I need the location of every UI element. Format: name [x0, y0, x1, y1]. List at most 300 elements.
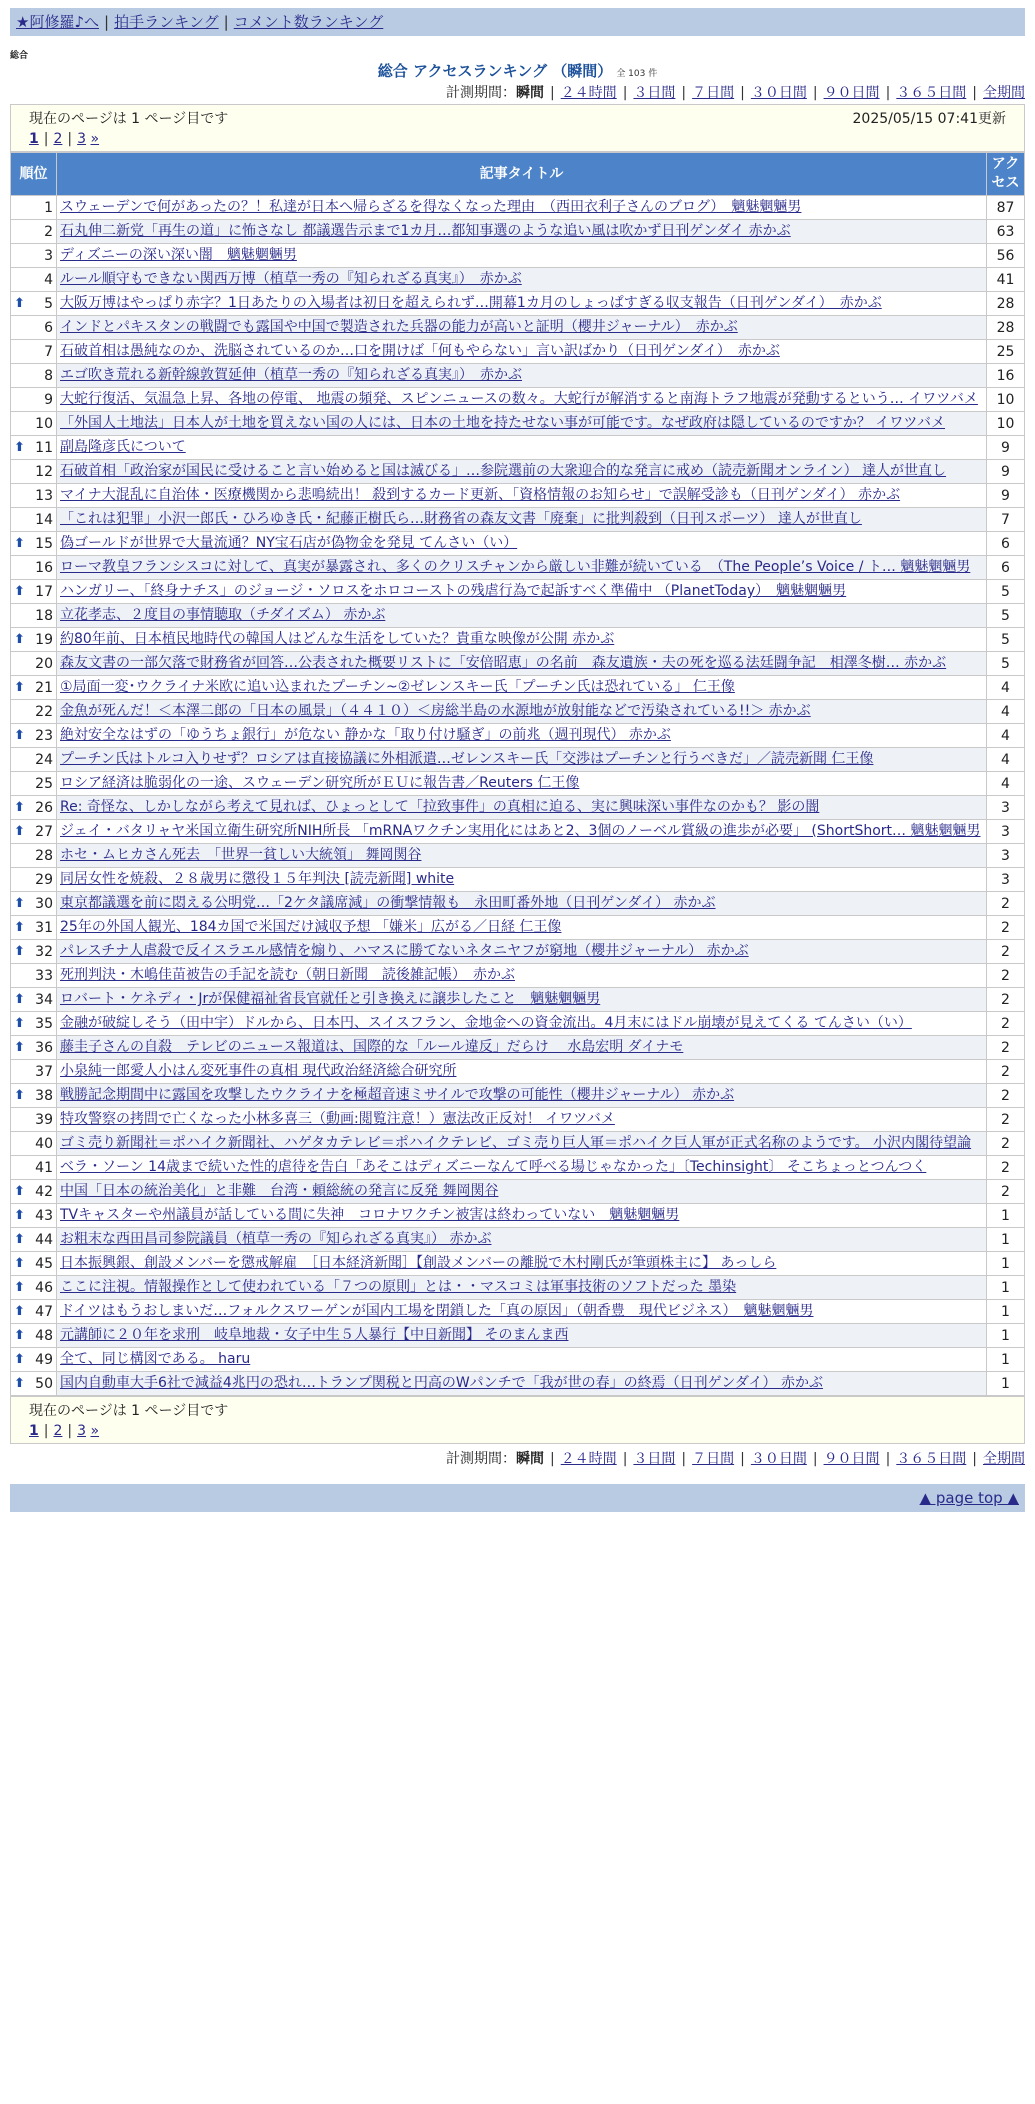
- pager-next-link[interactable]: »: [90, 1423, 100, 1439]
- period-separator: |: [885, 85, 891, 101]
- title-cell: [57, 676, 987, 700]
- title-cell: [57, 1012, 987, 1036]
- access-count: 4: [987, 772, 1025, 796]
- title-cell: [57, 580, 987, 604]
- article-link[interactable]: ディズニーの深い深い闇 魑魅魍魎男: [60, 247, 297, 263]
- up-arrow-icon: ⬆: [14, 535, 25, 551]
- rank-number: 46: [35, 1279, 53, 1296]
- table-row: [11, 700, 1025, 724]
- nav-link-clap-ranking[interactable]: 拍手ランキング: [114, 13, 219, 31]
- period-separator: |: [549, 85, 555, 101]
- pager-page-link[interactable]: 2: [53, 131, 63, 147]
- rank-number: 38: [35, 1087, 53, 1104]
- table-row: [11, 892, 1025, 916]
- rank-cell: [11, 1060, 57, 1084]
- title-cell: [57, 1348, 987, 1372]
- up-arrow-icon: ⬆: [14, 823, 25, 839]
- pager-top: [29, 129, 1006, 149]
- period-option[interactable]: ３日間: [633, 1451, 676, 1467]
- article-link[interactable]: 東京都議選を前に悶える公明党…「2ケタ議席減」の衝撃情報も 永田町番外地（日刊ゲンダイ） 赤かぶ: [60, 895, 716, 911]
- title-cell: [57, 652, 987, 676]
- rank-cell: [11, 1276, 57, 1300]
- period-option[interactable]: ９０日間: [823, 85, 880, 101]
- article-link[interactable]: ハンガリー、「終身ナチス」のジョージ・ソロスをホロコーストの残虐行為で起訴すべく準備中 （PlanetToday） 魑魅魍魎男: [60, 583, 847, 599]
- access-count: 6: [987, 556, 1025, 580]
- table-header-row: [11, 153, 1025, 196]
- rank-cell: [11, 1252, 57, 1276]
- rank-cell: [11, 868, 57, 892]
- access-count: 2: [987, 1060, 1025, 1084]
- table-row: [11, 772, 1025, 796]
- updated-timestamp: 2025/05/15 07:41更新: [852, 111, 1006, 127]
- rank-number: 43: [35, 1207, 53, 1224]
- period-option[interactable]: ３６５日間: [896, 85, 967, 101]
- title-cell: [57, 892, 987, 916]
- period-option[interactable]: ３６５日間: [896, 1451, 967, 1467]
- rank-number: 16: [35, 559, 53, 576]
- rank-cell: [11, 196, 57, 220]
- table-row: [11, 868, 1025, 892]
- nav-separator: |: [104, 13, 110, 31]
- table-row: [11, 1108, 1025, 1132]
- rank-cell: [11, 316, 57, 340]
- table-row: [11, 748, 1025, 772]
- rank-cell: [11, 292, 57, 316]
- table-row: [11, 1276, 1025, 1300]
- category-label: 総合: [10, 51, 29, 61]
- title-cell: [57, 1084, 987, 1108]
- table-row: [11, 316, 1025, 340]
- page-top-link[interactable]: ▲ page top ▲: [919, 1489, 1019, 1507]
- article-link[interactable]: 同居女性を焼殺、２８歳男に懲役１５年判決 [読売新聞] white: [60, 871, 455, 887]
- article-link[interactable]: ドイツはもうおしまいだ…フォルクスワーゲンが国内工場を閉鎖した「真の原因」（朝香豊 現代ビジネス） 魑魅魍魎男: [60, 1303, 814, 1319]
- rank-number: 20: [35, 655, 53, 672]
- article-link[interactable]: 石破首相は愚純なのか、洗脳されているのか…口を開けば「何もやらない」言い訳ばかり（日刊ゲンダイ） 赤かぶ: [60, 343, 780, 359]
- title-cell: [57, 388, 987, 412]
- title-cell: [57, 460, 987, 484]
- table-row: [11, 1012, 1025, 1036]
- access-count: 9: [987, 484, 1025, 508]
- period-option: 瞬間: [515, 1451, 544, 1467]
- table-row: [11, 820, 1025, 844]
- period-separator: |: [740, 1451, 745, 1467]
- title-cell: [57, 1108, 987, 1132]
- up-arrow-icon: ⬆: [14, 439, 25, 455]
- access-count: 28: [987, 292, 1025, 316]
- rank-cell: [11, 844, 57, 868]
- rank-number: 36: [35, 1039, 53, 1056]
- up-arrow-icon: ⬆: [14, 631, 25, 647]
- rank-number: 24: [35, 751, 53, 768]
- article-link[interactable]: TVキャスターや州議員が話している間に失神 コロナワクチン被害は終わっていない 魑魅魍魎男: [60, 1207, 680, 1223]
- rank-cell: [11, 604, 57, 628]
- article-link[interactable]: 「外国人土地法」日本人が土地を買えない国の人には、日本の土地を持たせない事が可能です。なぜ政府は隠しているのですか？ イワツバメ: [60, 415, 946, 431]
- up-arrow-icon: ⬆: [14, 919, 25, 935]
- rank-number: 17: [35, 583, 53, 600]
- article-link[interactable]: ルール順守もできない関西万博（植草一秀の『知られざる真実』） 赤かぶ: [60, 271, 522, 287]
- table-row: [11, 244, 1025, 268]
- up-arrow-icon: ⬆: [14, 1207, 25, 1223]
- rank-cell: [11, 724, 57, 748]
- period-option[interactable]: 全期間: [983, 1451, 1025, 1467]
- article-link[interactable]: 小泉純一郎愛人小はん変死事件の真相 現代政治経済総合研究所: [60, 1063, 457, 1079]
- title-cell: [57, 820, 987, 844]
- title-cell: [57, 1372, 987, 1396]
- access-count: 2: [987, 988, 1025, 1012]
- pager-separator: |: [43, 1423, 49, 1439]
- period-option[interactable]: ３日間: [633, 85, 676, 101]
- table-row: [11, 724, 1025, 748]
- access-count: 56: [987, 244, 1025, 268]
- title-cell: [57, 940, 987, 964]
- article-link[interactable]: 「これは犯罪」小沢一郎氏・ひろゆき氏・紀藤正樹氏ら…財務省の森友文書「廃棄」に批判殺到（日刊スポーツ） 達人が世直し: [60, 511, 862, 527]
- rank-number: 13: [35, 487, 53, 504]
- table-row: [11, 628, 1025, 652]
- access-count: 1: [987, 1348, 1025, 1372]
- article-link[interactable]: ジェイ・バタリャヤ米国立衛生研究所NIH所長 「mRNAワクチン実用化にはあと2、3個のノーベル賞級の進歩が必要」 (ShortShort… 魑魅魍魎男: [60, 823, 981, 839]
- period-option[interactable]: 全期間: [983, 85, 1025, 101]
- rank-number: 22: [35, 703, 53, 720]
- article-link[interactable]: 金魚が死んだ！＜本澤二郎の「日本の風景」（４４１０）＜房総半島の水源地が放射能などで汚染されている!!＞ 赤かぶ: [60, 703, 811, 719]
- up-arrow-icon: ⬆: [14, 1303, 25, 1319]
- rank-number: 21: [35, 679, 53, 696]
- rank-number: 11: [35, 439, 53, 456]
- rank-cell: [11, 1156, 57, 1180]
- rank-number: 12: [35, 463, 53, 480]
- rank-cell: [11, 1204, 57, 1228]
- up-arrow-icon: ⬆: [14, 583, 25, 599]
- access-count: 2: [987, 1012, 1025, 1036]
- pager-separator: |: [67, 131, 73, 147]
- period-separator: |: [812, 85, 818, 101]
- article-link[interactable]: 日本振興銀、創設メンバーを懲戒解雇 ［日本経済新聞］【創設メンバーの離脱で木村剛氏が筆頭株主に】 あっしら: [60, 1255, 777, 1271]
- title-cell: [57, 436, 987, 460]
- title-cell: [57, 484, 987, 508]
- table-row: [11, 1252, 1025, 1276]
- table-row: [11, 1300, 1025, 1324]
- rank-number: 1: [44, 199, 53, 216]
- pager-page-link[interactable]: 2: [53, 1423, 63, 1439]
- title-cell: [57, 628, 987, 652]
- title-cell: [57, 1324, 987, 1348]
- article-link[interactable]: マイナ大混乱に自治体・医療機関から悲鳴続出！ 殺到するカード更新、「資格情報のお知らせ」で誤解受診も（日刊ゲンダイ） 赤かぶ: [60, 487, 901, 503]
- article-link[interactable]: 絶対安全なはずの「ゆうちょ銀行」が危ない 静かな「取り付け騒ぎ」の前兆（週刊現代） 赤かぶ: [60, 727, 671, 743]
- period-option[interactable]: ９０日間: [823, 1451, 880, 1467]
- table-row: [11, 364, 1025, 388]
- article-link[interactable]: 石丸伸二新党「再生の道」に怖さなし 都議選告示まで1カ月…都知事選のような追い風は吹かず日刊ゲンダイ 赤かぶ: [60, 223, 791, 239]
- up-arrow-icon: ⬆: [14, 1087, 25, 1103]
- access-count: 16: [987, 364, 1025, 388]
- access-count: 9: [987, 436, 1025, 460]
- period-separator: |: [681, 1451, 687, 1467]
- rank-number: 9: [44, 391, 53, 408]
- period-nav-top: [10, 82, 1025, 104]
- access-count: 2: [987, 892, 1025, 916]
- table-row: [11, 676, 1025, 700]
- rank-number: 10: [35, 415, 53, 432]
- period-separator: |: [681, 85, 687, 101]
- article-link[interactable]: 副島隆彦氏について: [60, 439, 186, 455]
- article-link[interactable]: エゴ吹き荒れる新幹線敦賀延伸（植草一秀の『知られざる真実』） 赤かぶ: [60, 367, 522, 383]
- up-arrow-icon: ⬆: [14, 679, 25, 695]
- table-row: [11, 964, 1025, 988]
- pager-page-link[interactable]: 1: [29, 1423, 39, 1439]
- rank-cell: [11, 244, 57, 268]
- period-nav-bottom: [10, 1448, 1025, 1470]
- up-arrow-icon: ⬆: [14, 1351, 25, 1367]
- access-count: 1: [987, 1372, 1025, 1396]
- ranking-title: [10, 60, 1025, 82]
- period-separator: |: [885, 1451, 891, 1467]
- pager-page-link[interactable]: 3: [77, 131, 87, 147]
- table-row: [11, 1348, 1025, 1372]
- article-link[interactable]: ここに注視。情報操作として使われている「７つの原則」とは・・マスコミは軍事技術のソフトだった 墨染: [60, 1279, 737, 1295]
- access-count: 2: [987, 1180, 1025, 1204]
- table-row: [11, 484, 1025, 508]
- page-info-bottom: 現在のページは 1 ページ目です: [29, 1403, 229, 1419]
- table-row: [11, 268, 1025, 292]
- rank-number: 50: [35, 1375, 53, 1392]
- access-count: 6: [987, 532, 1025, 556]
- access-count: 1: [987, 1276, 1025, 1300]
- title-cell: [57, 1252, 987, 1276]
- period-option[interactable]: ２４時間: [560, 85, 617, 101]
- period-separator: |: [812, 1451, 818, 1467]
- article-link[interactable]: ゴミ売り新聞社＝ポハイク新聞社、ハゲタカテレビ＝ポハイクテレビ、ゴミ売り巨人軍＝ポハイク巨人軍が正式名称のようです。 小沢内閣待望論: [60, 1135, 972, 1151]
- pager-page-link[interactable]: 1: [29, 131, 39, 147]
- article-link[interactable]: 元講師に２０年を求刑 岐阜地裁・女子中生５人暴行【中日新聞】 そのまんま西: [60, 1327, 569, 1343]
- access-count: 28: [987, 316, 1025, 340]
- nav-link-comment-ranking[interactable]: コメント数ランキング: [233, 13, 384, 31]
- article-link[interactable]: 中国「日本の統治美化」と非難 台湾・頼総統の発言に反発 舞岡関谷: [60, 1183, 499, 1199]
- rank-number: 3: [44, 247, 53, 264]
- rank-cell: [11, 268, 57, 292]
- access-count: 87: [987, 196, 1025, 220]
- access-count: 2: [987, 1108, 1025, 1132]
- table-row: [11, 1084, 1025, 1108]
- rank-cell: [11, 460, 57, 484]
- title-cell: [57, 1228, 987, 1252]
- title-cell: [57, 700, 987, 724]
- rank-cell: [11, 556, 57, 580]
- rank-cell: [11, 916, 57, 940]
- title-cell: [57, 1132, 987, 1156]
- table-row: [11, 940, 1025, 964]
- access-count: 25: [987, 340, 1025, 364]
- nav-separator: |: [223, 13, 229, 31]
- table-row: [11, 844, 1025, 868]
- table-row: [11, 1156, 1025, 1180]
- rank-cell: [11, 220, 57, 244]
- access-count: 2: [987, 1036, 1025, 1060]
- rank-number: 23: [35, 727, 53, 744]
- article-link[interactable]: スウェーデンで何があったの？！私達が日本へ帰らざるを得なくなった理由 （西田衣利子さんのブログ） 魑魅魍魎男: [60, 199, 802, 215]
- rank-cell: [11, 1012, 57, 1036]
- pager-separator: |: [67, 1423, 73, 1439]
- article-link[interactable]: 偽ゴールドが世界で大量流通？NY宝石店が偽物金を発見 てんさい（い）: [60, 535, 518, 551]
- rank-number: 14: [35, 511, 53, 528]
- up-arrow-icon: ⬆: [14, 1231, 25, 1247]
- rank-cell: [11, 484, 57, 508]
- rank-number: 18: [35, 607, 53, 624]
- title-cell: [57, 1300, 987, 1324]
- rank-number: 26: [35, 799, 53, 816]
- access-count: 4: [987, 724, 1025, 748]
- rank-cell: [11, 412, 57, 436]
- title-cell: [57, 1204, 987, 1228]
- page-info-panel-top: [10, 104, 1025, 152]
- table-row: [11, 1372, 1025, 1396]
- article-link[interactable]: ローマ教皇フランシスコに対して、真実が暴露され、多くのクリスチャンから厳しい非難が続いている （The People’s Voice / ト… 魑魅魍魎男: [60, 559, 971, 575]
- access-count: 10: [987, 388, 1025, 412]
- article-link[interactable]: ベラ・ソーン 14歳まで続いた性的虐待を告白「あそこはディズニーなんて呼べる場じゃなかった」〔Techinsight〕 そこちょっとつんつく: [60, 1159, 927, 1175]
- period-option[interactable]: ７日間: [692, 85, 735, 101]
- access-count: 2: [987, 916, 1025, 940]
- rank-cell: [11, 340, 57, 364]
- access-count: 4: [987, 676, 1025, 700]
- article-link[interactable]: 全て、同じ構図である。 haru: [60, 1351, 251, 1367]
- table-row: [11, 508, 1025, 532]
- access-count: 1: [987, 1252, 1025, 1276]
- rank-number: 6: [44, 319, 53, 336]
- article-link[interactable]: お粗末な西田昌司参院議員（植草一秀の『知られざる真実』） 赤かぶ: [60, 1231, 492, 1247]
- article-link[interactable]: ロバート・ケネディ・Jrが保健福祉省長官就任と引き換えに譲歩したこと 魑魅魍魎男: [60, 991, 601, 1007]
- table-row: [11, 1132, 1025, 1156]
- article-link[interactable]: 石破首相「政治家が国民に受けること言い始めると国は滅びる」…参院選前の大衆迎合的な発言に戒め（読売新聞オンライン） 達人が世直し: [60, 463, 947, 479]
- column-header-access: アクセス: [987, 153, 1025, 196]
- rank-cell: [11, 388, 57, 412]
- up-arrow-icon: ⬆: [14, 1183, 25, 1199]
- rank-number: 45: [35, 1255, 53, 1272]
- rank-cell: [11, 1348, 57, 1372]
- period-separator: |: [549, 1451, 555, 1467]
- rank-cell: [11, 940, 57, 964]
- article-link[interactable]: 森友文書の一部欠落で財務省が回答…公表された概要リストに「安倍昭恵」の名前 森友遺族・夫の死を巡る法廷闘争記 相澤冬樹… 赤かぶ: [60, 655, 947, 671]
- period-option[interactable]: ３０日間: [750, 85, 807, 101]
- table-row: [11, 196, 1025, 220]
- rank-cell: [11, 1132, 57, 1156]
- article-link[interactable]: 死刑判決・木嶋佳苗被告の手記を読む（朝日新聞 読後雑記帳） 赤かぶ: [60, 967, 515, 983]
- rank-cell: [11, 364, 57, 388]
- title-cell: [57, 772, 987, 796]
- up-arrow-icon: ⬆: [14, 1327, 25, 1343]
- access-count: 3: [987, 844, 1025, 868]
- article-link[interactable]: プーチン氏はトルコ入りせず？ロシアは直接協議に外相派遣…ゼレンスキー氏「交渉はプーチンと行うべきだ」／読売新聞 仁王像: [60, 751, 874, 767]
- period-separator: |: [622, 85, 628, 101]
- rank-number: 28: [35, 847, 53, 864]
- rank-number: 32: [35, 943, 53, 960]
- period-option[interactable]: ３０日間: [750, 1451, 807, 1467]
- pager-next-link[interactable]: »: [90, 131, 100, 147]
- rank-number: 44: [35, 1231, 53, 1248]
- article-link[interactable]: 特攻警察の拷問で亡くなった小林多喜三（動画:閲覧注意！）憲法改正反対！ イワツバメ: [60, 1111, 615, 1127]
- table-row: [11, 220, 1025, 244]
- title-cell: [57, 196, 987, 220]
- rank-number: 42: [35, 1183, 53, 1200]
- access-count: 1: [987, 1204, 1025, 1228]
- up-arrow-icon: ⬆: [14, 1039, 25, 1055]
- period-separator: |: [972, 1451, 977, 1467]
- title-cell: [57, 1180, 987, 1204]
- title-cell: [57, 844, 987, 868]
- page-info-panel-bottom: [10, 1396, 1025, 1444]
- article-link[interactable]: 藤圭子さんの自殺 テレビのニュース報道は、国際的な「ルール違反」だらけ 水島宏明 ダイナモ: [60, 1039, 684, 1055]
- pager-page-link[interactable]: 3: [77, 1423, 87, 1439]
- article-link[interactable]: 金融が破綻しそう（田中宇）ドルから、日本円、スイスフラン、金地金への資金流出。4月末にはドル崩壊が見えてくる てんさい（い）: [60, 1015, 912, 1031]
- rank-number: 35: [35, 1015, 53, 1032]
- period-option[interactable]: ２４時間: [560, 1451, 617, 1467]
- access-count: 1: [987, 1324, 1025, 1348]
- rank-cell: [11, 652, 57, 676]
- article-link[interactable]: インドとパキスタンの戦闘でも露国や中国で製造された兵器の能力が高いと証明（櫻井ジャーナル） 赤かぶ: [60, 319, 738, 335]
- rank-number: 33: [35, 967, 53, 984]
- article-link[interactable]: 25年の外国人観光、184カ国で米国だけ減収予想 「嫌米」広がる／日経 仁王像: [60, 919, 562, 935]
- top-nav: [10, 8, 1025, 36]
- up-arrow-icon: ⬆: [14, 727, 25, 743]
- title-cell: [57, 292, 987, 316]
- article-link[interactable]: 立花孝志、２度目の事情聴取（チダイズム） 赤かぶ: [60, 607, 386, 623]
- period-separator: |: [622, 1451, 628, 1467]
- rank-number: 30: [35, 895, 53, 912]
- title-cell: [57, 916, 987, 940]
- nav-link-asyura[interactable]: ★阿修羅♪へ: [16, 13, 100, 31]
- title-cell: [57, 748, 987, 772]
- access-count: 2: [987, 940, 1025, 964]
- rank-number: 25: [35, 775, 53, 792]
- article-link[interactable]: ホセ・ムヒカさん死去 「世界一貧しい大統領」 舞岡関谷: [60, 847, 422, 863]
- article-link[interactable]: Re: 奇怪な、しかしながら考えて見れば、ひょっとして「拉致事件」の真相に迫る、実に興味深い事件なのかも？ 影の闇: [60, 799, 820, 815]
- period-option[interactable]: ７日間: [692, 1451, 735, 1467]
- table-row: [11, 340, 1025, 364]
- period-label: 計測期間：: [445, 1451, 516, 1467]
- article-link[interactable]: ロシア経済は脆弱化の一途、スウェーデン研究所がＥＵに報告書／Reuters 仁王像: [60, 775, 580, 791]
- rank-cell: [11, 1180, 57, 1204]
- rank-number: 8: [44, 367, 53, 384]
- rank-number: 41: [35, 1159, 53, 1176]
- title-cell: [57, 796, 987, 820]
- title-cell: [57, 220, 987, 244]
- article-link[interactable]: 国内自動車大手6社で減益4兆円の恐れ…トランプ関税と円高のWパンチで「我が世の春」の終焉（日刊ゲンダイ） 赤かぶ: [60, 1375, 823, 1391]
- table-row: [11, 652, 1025, 676]
- access-count: 5: [987, 580, 1025, 604]
- access-count: 4: [987, 748, 1025, 772]
- table-row: [11, 604, 1025, 628]
- title-cell: [57, 340, 987, 364]
- article-link[interactable]: パレスチナ人虐殺で反イスラエル感情を煽り、ハマスに勝てないネタニヤフが窮地（櫻井ジャーナル） 赤かぶ: [60, 943, 749, 959]
- rank-cell: [11, 1300, 57, 1324]
- article-link[interactable]: ①局面一変･ウクライナ米欧に追い込まれたプーチン~②ゼレンスキー氏「プーチン氏は恐れている」 仁王像: [60, 679, 735, 695]
- rank-number: 27: [35, 823, 53, 840]
- title-cell: [57, 556, 987, 580]
- table-row: [11, 1060, 1025, 1084]
- column-header-rank: 順位: [11, 153, 57, 196]
- article-link[interactable]: 大蛇行復活、気温急上昇、各地の停電、 地震の頻発、スピンニュースの数々。大蛇行が解消すると南海トラフ地震が発動するという… イワツバメ: [60, 391, 978, 407]
- title-cell: [57, 868, 987, 892]
- rank-cell: [11, 964, 57, 988]
- rank-cell: [11, 1372, 57, 1396]
- table-row: [11, 1324, 1025, 1348]
- article-link[interactable]: 約80年前、日本植民地時代の韓国人はどんな生活をしていた？貴重な映像が公開 赤かぶ: [60, 631, 615, 647]
- up-arrow-icon: ⬆: [14, 991, 25, 1007]
- access-count: 2: [987, 1084, 1025, 1108]
- article-link[interactable]: 戦勝記念期間中に露国を攻撃したウクライナを極超音速ミサイルで攻撃の可能性（櫻井ジャーナル） 赤かぶ: [60, 1087, 735, 1103]
- rank-cell: [11, 628, 57, 652]
- period-separator: |: [740, 85, 745, 101]
- title-cell: [57, 364, 987, 388]
- rank-cell: [11, 436, 57, 460]
- article-link[interactable]: 大阪万博はやっぱり赤字？1日あたりの入場者は初日を超えられず…開幕1カ月のしょっぱすぎる収支報告（日刊ゲンダイ） 赤かぶ: [60, 295, 882, 311]
- title-cell: [57, 1156, 987, 1180]
